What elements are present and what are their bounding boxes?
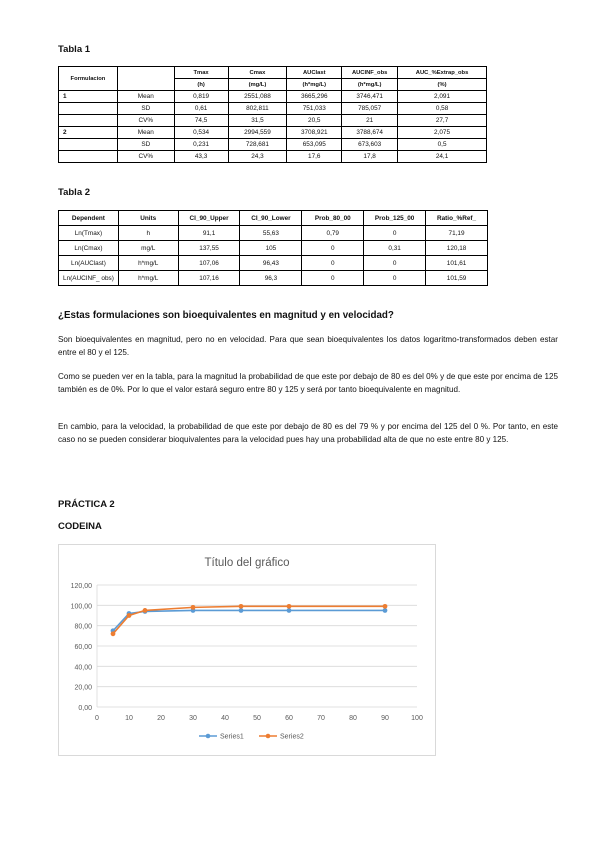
y-tick-label: 0,00 [78, 705, 92, 712]
tabla1-cell: 751,033 [287, 103, 342, 115]
tabla2-cell-dependent: Ln(AUClast) [59, 256, 119, 271]
legend-marker-series1 [206, 734, 211, 739]
x-tick-label: 20 [157, 715, 165, 722]
tabla1-unit-auclast: (h*mg/L) [287, 79, 342, 91]
tabla1-cell-formulacion: 1 [59, 91, 118, 103]
tabla2-cell: h*mg/L [118, 271, 178, 286]
tabla1-cell: 673,603 [342, 139, 398, 151]
data-point-series2 [239, 604, 244, 609]
tabla1-cell-stat: Mean [117, 127, 174, 139]
tabla1-cell: 0,58 [398, 103, 487, 115]
tabla1-cell: 74,5 [174, 115, 228, 127]
tabla2-row [59, 241, 488, 256]
tabla1-cell: 2,075 [398, 127, 487, 139]
tabla2-cell: 107,06 [178, 256, 240, 271]
tabla1-row [59, 151, 487, 163]
paragraph-3: En cambio, para la velocidad, la probabilidad de que este por debajo de 80 es del 79 % y por encima del 125 del 0 %. Por tanto, en este caso no se pueden considerar bioquivalentes para la velocidad pues hay una probabilidad alta de que no este entre 80 y 125. [58, 422, 558, 444]
tabla2-cell: 137,55 [178, 241, 240, 256]
tabla1-header-tmax: Tmax [174, 67, 228, 79]
y-tick-label: 80,00 [74, 623, 92, 631]
tabla1-cell-stat: SD [117, 103, 174, 115]
tabla1-header-aucinf: AUCINF_obs [342, 67, 398, 79]
series-line-series1 [113, 610, 385, 630]
tabla2-header: Prob_125_00 [364, 211, 426, 226]
legend-label-series1: Series1 [220, 733, 244, 741]
data-point-series2 [127, 613, 132, 618]
legend-marker-series2 [266, 734, 271, 739]
tabla2-cell: h*mg/L [118, 256, 178, 271]
tabla1-header-cmax: Cmax [228, 67, 287, 79]
tabla2-title: Tabla 2 [58, 187, 91, 198]
line-chart [59, 545, 435, 755]
chart-title: Título del gráfico [204, 557, 290, 569]
tabla2-cell: 120,18 [426, 241, 488, 256]
legend-label-series2: Series2 [280, 733, 304, 741]
tabla1-cell: 2551,088 [228, 91, 287, 103]
tabla1-unit-cmax: (mg/L) [228, 79, 287, 91]
tabla2-cell: 71,19 [426, 226, 488, 241]
tabla2-header: Prob_80_00 [302, 211, 364, 226]
tabla2-cell: 0 [302, 271, 364, 286]
question-heading: ¿Estas formulaciones son bioequivalentes en magnitud y en velocidad? [58, 310, 394, 321]
tabla2-cell: 96,3 [240, 271, 302, 286]
x-tick-label: 50 [253, 715, 261, 722]
tabla1-row [59, 139, 487, 151]
tabla2-cell: 0 [364, 271, 426, 286]
tabla1-cell: 17,6 [287, 151, 342, 163]
tabla2-row [59, 226, 488, 241]
tabla2-cell-dependent: Ln(AUCINF_ obs) [59, 271, 119, 286]
tabla2-header: Units [118, 211, 178, 226]
tabla2-cell: 101,61 [426, 256, 488, 271]
tabla1-header-extrap: AUC_%Extrap_obs [398, 67, 487, 79]
y-tick-label: 40,00 [74, 664, 92, 672]
tabla1-cell: 20,5 [287, 115, 342, 127]
tabla1-cell-formulacion [59, 139, 118, 151]
tabla2-cell: 96,43 [240, 256, 302, 271]
tabla1-cell-stat: CV% [117, 115, 174, 127]
tabla1-cell: 802,811 [228, 103, 287, 115]
tabla1-cell: 3746,471 [342, 91, 398, 103]
tabla2-cell: 0,79 [302, 226, 364, 241]
tabla1-row [59, 91, 487, 103]
tabla1-cell: 3665,296 [287, 91, 342, 103]
data-point-series2 [383, 604, 388, 609]
tabla2-cell-dependent: Ln(Cmax) [59, 241, 119, 256]
tabla2-cell-dependent: Ln(Tmax) [59, 226, 119, 241]
tabla2-cell: h [118, 226, 178, 241]
tabla2-cell: 0 [364, 256, 426, 271]
x-tick-label: 40 [221, 715, 229, 722]
tabla2-cell: 91,1 [178, 226, 240, 241]
x-tick-label: 30 [189, 715, 197, 722]
tabla2-cell: 0 [302, 256, 364, 271]
x-tick-label: 10 [125, 715, 133, 722]
x-tick-label: 90 [381, 715, 389, 722]
data-point-series2 [287, 604, 292, 609]
tabla2-cell: 0,31 [364, 241, 426, 256]
tabla1-cell: 785,057 [342, 103, 398, 115]
tabla1-cell: 43,3 [174, 151, 228, 163]
chart-container [58, 544, 436, 756]
tabla1-cell: 24,1 [398, 151, 487, 163]
data-point-series2 [143, 608, 148, 613]
y-tick-label: 100,00 [70, 603, 92, 611]
tabla1-cell-formulacion [59, 151, 118, 163]
tabla2-cell: 0 [302, 241, 364, 256]
tabla2-header: Dependent [59, 211, 119, 226]
tabla1-cell: 2994,559 [228, 127, 287, 139]
tabla2 [58, 210, 488, 286]
tabla1-row [59, 103, 487, 115]
tabla2-cell: 55,63 [240, 226, 302, 241]
tabla1-cell: 728,681 [228, 139, 287, 151]
tabla1-cell: 0,5 [398, 139, 487, 151]
tabla1-unit-tmax: (h) [174, 79, 228, 91]
tabla2-row [59, 256, 488, 271]
tabla2-row [59, 271, 488, 286]
tabla1-title: Tabla 1 [58, 44, 91, 55]
tabla1-cell: 21 [342, 115, 398, 127]
tabla1-cell: 2,091 [398, 91, 487, 103]
tabla2-cell: 107,16 [178, 271, 240, 286]
tabla1-cell: 31,5 [228, 115, 287, 127]
tabla1-cell: 653,095 [287, 139, 342, 151]
tabla2-cell: 101,59 [426, 271, 488, 286]
tabla1-header-formulacion: Formulacion [59, 67, 118, 91]
practica-heading: PRÁCTICA 2 [58, 499, 115, 510]
tabla1-cell: 3788,674 [342, 127, 398, 139]
x-tick-label: 60 [285, 715, 293, 722]
tabla1-unit-aucinf: (h*mg/L) [342, 79, 398, 91]
tabla1-cell-stat: Mean [117, 91, 174, 103]
tabla1-cell-formulacion [59, 103, 118, 115]
tabla2-header: Ratio_%Ref_ [426, 211, 488, 226]
tabla1 [58, 66, 487, 163]
tabla2-cell: 0 [364, 226, 426, 241]
x-tick-label: 100 [411, 715, 423, 722]
tabla2-header: CI_90_Upper [178, 211, 240, 226]
data-point-series2 [111, 631, 116, 636]
tabla1-cell-formulacion [59, 115, 118, 127]
tabla1-row [59, 115, 487, 127]
paragraph-2: Como se pueden ver en la tabla, para la magnitud la probabilidad de que este por debajo de 80 es del 0% y de que este por encima de 125 también es de 0%. Por lo que el valor estará seguro entre 80 y 125 y será por tanto bioequivalente en magnitud. [58, 372, 558, 394]
tabla1-cell: 24,3 [228, 151, 287, 163]
tabla1-unit-extrap: (%) [398, 79, 487, 91]
tabla1-cell: 0,231 [174, 139, 228, 151]
tabla1-row [59, 127, 487, 139]
y-tick-label: 120,00 [70, 583, 92, 590]
tabla1-cell: 0,61 [174, 103, 228, 115]
tabla2-header: CI_90_Lower [240, 211, 302, 226]
tabla1-cell: 0,819 [174, 91, 228, 103]
tabla1-cell-formulacion: 2 [59, 127, 118, 139]
data-point-series2 [191, 605, 196, 610]
paragraph-1: Son bioequivalentes en magnitud, pero no en velocidad. Para que sean bioequivalentes los datos logaritmo-transformados deben estar entre el 80 y el 125. [58, 335, 558, 357]
y-tick-label: 20,00 [74, 684, 92, 692]
tabla1-cell-stat: SD [117, 139, 174, 151]
tabla1-cell: 27,7 [398, 115, 487, 127]
tabla2-cell: 105 [240, 241, 302, 256]
tabla1-header-blank [117, 67, 174, 91]
tabla1-header-auclast: AUClast [287, 67, 342, 79]
tabla2-cell: mg/L [118, 241, 178, 256]
tabla1-cell-stat: CV% [117, 151, 174, 163]
x-tick-label: 70 [317, 715, 325, 722]
x-tick-label: 80 [349, 715, 357, 722]
tabla1-cell: 17,8 [342, 151, 398, 163]
x-tick-label: 0 [95, 715, 99, 722]
tabla1-cell: 0,534 [174, 127, 228, 139]
codeina-heading: CODEINA [58, 521, 102, 532]
tabla1-cell: 3708,921 [287, 127, 342, 139]
y-tick-label: 60,00 [74, 644, 92, 651]
